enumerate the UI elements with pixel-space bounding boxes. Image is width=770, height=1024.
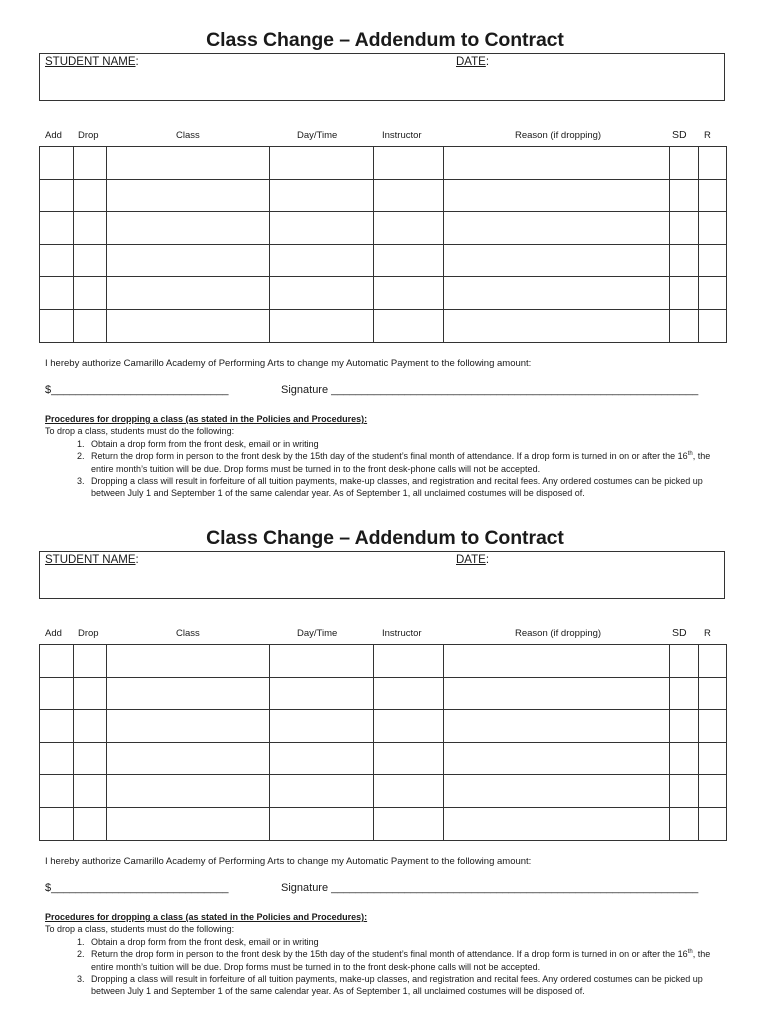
col-header-sd: SD [672,129,687,141]
col-header-day-time: Day/Time [297,130,338,141]
table-cell[interactable] [107,277,270,310]
table-cell[interactable] [74,212,107,245]
table-cell[interactable] [74,179,107,212]
table-row [40,710,727,743]
table-cell[interactable] [107,179,270,212]
procedures-heading: Procedures for dropping a class (as stated in the Policies and Procedures): [45,414,368,424]
col-header-reason: Reason (if dropping) [515,628,602,639]
table-cell[interactable] [107,147,270,180]
table-row [40,309,727,342]
table-cell[interactable] [699,645,727,678]
form-title: Class Change – Addendum to Contract [206,527,564,549]
table-cell[interactable] [107,677,270,710]
table-cell[interactable] [374,775,444,808]
col-header-class: Class [176,130,200,141]
procedures-heading: Procedures for dropping a class (as stated in the Policies and Procedures): [45,912,368,922]
col-header-instructor: Instructor [382,130,422,141]
table-cell[interactable] [444,212,670,245]
table-cell[interactable] [670,742,699,775]
table-cell[interactable] [444,309,670,342]
table-cell[interactable] [74,645,107,678]
table-cell[interactable] [374,677,444,710]
table-cell[interactable] [40,212,74,245]
table-cell[interactable] [699,775,727,808]
table-cell[interactable] [670,179,699,212]
table-cell[interactable] [374,147,444,180]
table-cell[interactable] [670,277,699,310]
procedures-intro: To drop a class, students must do the following: [45,426,235,437]
table-cell[interactable] [444,147,670,180]
table-row [40,775,727,808]
procedure-step: 1. Obtain a drop form from the front desk, email or in writing [87,936,735,948]
table-cell[interactable] [40,309,74,342]
table-cell[interactable] [444,645,670,678]
table-cell[interactable] [670,244,699,277]
col-header-r: R [704,628,711,639]
table-cell[interactable] [74,147,107,180]
table-cell[interactable] [40,775,74,808]
student-info-box[interactable] [39,53,725,101]
signature-field[interactable]: Signature ____________________________________________________________ [281,384,699,396]
table-cell[interactable] [374,742,444,775]
authorization-text: I hereby authorize Camarillo Academy of Performing Arts to change my Automatic Payment to the following amount: [45,856,532,867]
table-cell[interactable] [74,677,107,710]
date-label: DATE: [456,56,490,68]
authorization-text: I hereby authorize Camarillo Academy of Performing Arts to change my Automatic Payment to the following amount: [45,358,532,369]
procedures-section [45,413,735,500]
procedures-intro: To drop a class, students must do the following: [45,924,235,935]
table-cell[interactable] [74,742,107,775]
table-cell[interactable] [699,807,727,840]
table-cell[interactable] [270,147,374,180]
table-cell[interactable] [107,742,270,775]
col-header-add: Add [45,130,62,141]
class-change-form [0,0,770,505]
table-cell[interactable] [107,309,270,342]
table-cell[interactable] [40,677,74,710]
class-change-table [39,146,727,343]
table-cell[interactable] [40,147,74,180]
amount-field[interactable]: $_____________________________ [45,384,229,396]
col-header-day-time: Day/Time [297,628,338,639]
table-cell[interactable] [374,212,444,245]
form-title: Class Change – Addendum to Contract [206,29,564,51]
table-cell[interactable] [444,677,670,710]
table-cell[interactable] [444,742,670,775]
table-cell[interactable] [670,710,699,743]
class-change-table [39,644,727,841]
col-header-drop: Drop [78,628,99,639]
table-cell[interactable] [670,309,699,342]
table-cell[interactable] [374,244,444,277]
class-change-form [0,498,770,1003]
table-row [40,645,727,678]
table-cell[interactable] [699,309,727,342]
table-cell[interactable] [107,244,270,277]
table-cell[interactable] [670,147,699,180]
table-cell[interactable] [699,179,727,212]
col-header-reason: Reason (if dropping) [515,130,602,141]
table-cell[interactable] [74,244,107,277]
table-cell[interactable] [270,677,374,710]
table-cell[interactable] [374,710,444,743]
table-cell[interactable] [270,212,374,245]
table-cell[interactable] [270,775,374,808]
student-info-box[interactable] [39,551,725,599]
table-cell[interactable] [699,742,727,775]
procedure-step: 3. Dropping a class will result in forfeiture of all tuition payments, make-up classes, and registration and recital fees. Any ordered costumes can be picked up between July 1 and September 1 of the same calendar year. As of September 1, all unclaimed costumes will be disposed of. [87,475,735,500]
table-row [40,677,727,710]
col-header-r: R [704,130,711,141]
table-cell[interactable] [74,807,107,840]
col-header-sd: SD [672,627,687,639]
table-row [40,212,727,245]
table-row [40,179,727,212]
date-label: DATE: [456,554,490,566]
table-cell[interactable] [670,677,699,710]
student-name-label: STUDENT NAME: [45,56,139,68]
table-row [40,244,727,277]
table-cell[interactable] [107,212,270,245]
table-cell[interactable] [40,742,74,775]
amount-field[interactable]: $_____________________________ [45,882,229,894]
procedures-section [45,911,735,998]
table-row [40,807,727,840]
procedures-list [45,936,735,998]
table-cell[interactable] [40,244,74,277]
table-cell[interactable] [270,645,374,678]
table-cell[interactable] [270,807,374,840]
student-name-label: STUDENT NAME: [45,554,139,566]
procedure-step: 2. Return the drop form in person to the front desk by the 15th day of the student’s final month of attendance. If a drop form is turned in on or after the 16th, the entire month’s tuition will be due. Drop forms must be turned in to the front desk-phone calls will not be accepted. [87,948,735,973]
table-cell[interactable] [374,807,444,840]
table-cell[interactable] [270,742,374,775]
table-cell[interactable] [40,807,74,840]
col-header-instructor: Instructor [382,628,422,639]
procedure-step: 3. Dropping a class will result in forfeiture of all tuition payments, make-up classes, and registration and recital fees. Any ordered costumes can be picked up between July 1 and September 1 of the same calendar year. As of September 1, all unclaimed costumes will be disposed of. [87,973,735,998]
table-cell[interactable] [107,807,270,840]
table-cell[interactable] [374,645,444,678]
table-cell[interactable] [374,277,444,310]
table-cell[interactable] [107,775,270,808]
procedures-list [45,438,735,500]
procedure-step: 2. Return the drop form in person to the front desk by the 15th day of the student’s final month of attendance. If a drop form is turned in on or after the 16th, the entire month’s tuition will be due. Drop forms must be turned in to the front desk-phone calls will not be accepted. [87,450,735,475]
table-cell[interactable] [699,677,727,710]
table-row [40,277,727,310]
table-cell[interactable] [40,277,74,310]
table-cell[interactable] [444,710,670,743]
table-cell[interactable] [699,147,727,180]
table-row [40,742,727,775]
table-cell[interactable] [270,244,374,277]
col-header-drop: Drop [78,130,99,141]
table-cell[interactable] [699,710,727,743]
table-cell[interactable] [270,309,374,342]
table-cell[interactable] [374,179,444,212]
table-row [40,147,727,180]
table-cell[interactable] [444,775,670,808]
table-cell[interactable] [74,309,107,342]
table-cell[interactable] [40,179,74,212]
col-header-class: Class [176,628,200,639]
table-cell[interactable] [670,775,699,808]
table-cell[interactable] [444,807,670,840]
table-cell[interactable] [374,309,444,342]
table-cell[interactable] [670,645,699,678]
table-cell[interactable] [444,244,670,277]
table-cell[interactable] [270,710,374,743]
table-cell[interactable] [699,277,727,310]
table-cell[interactable] [74,277,107,310]
table-cell[interactable] [670,807,699,840]
signature-field[interactable]: Signature ____________________________________________________________ [281,882,699,894]
col-header-add: Add [45,628,62,639]
table-cell[interactable] [670,212,699,245]
table-cell[interactable] [699,212,727,245]
table-cell[interactable] [270,179,374,212]
table-cell[interactable] [74,775,107,808]
table-cell[interactable] [74,710,107,743]
procedure-step: 1. Obtain a drop form from the front desk, email or in writing [87,438,735,450]
table-cell[interactable] [40,645,74,678]
table-cell[interactable] [444,179,670,212]
table-cell[interactable] [444,277,670,310]
table-cell[interactable] [107,710,270,743]
table-cell[interactable] [40,710,74,743]
table-cell[interactable] [699,244,727,277]
table-cell[interactable] [270,277,374,310]
table-cell[interactable] [107,645,270,678]
